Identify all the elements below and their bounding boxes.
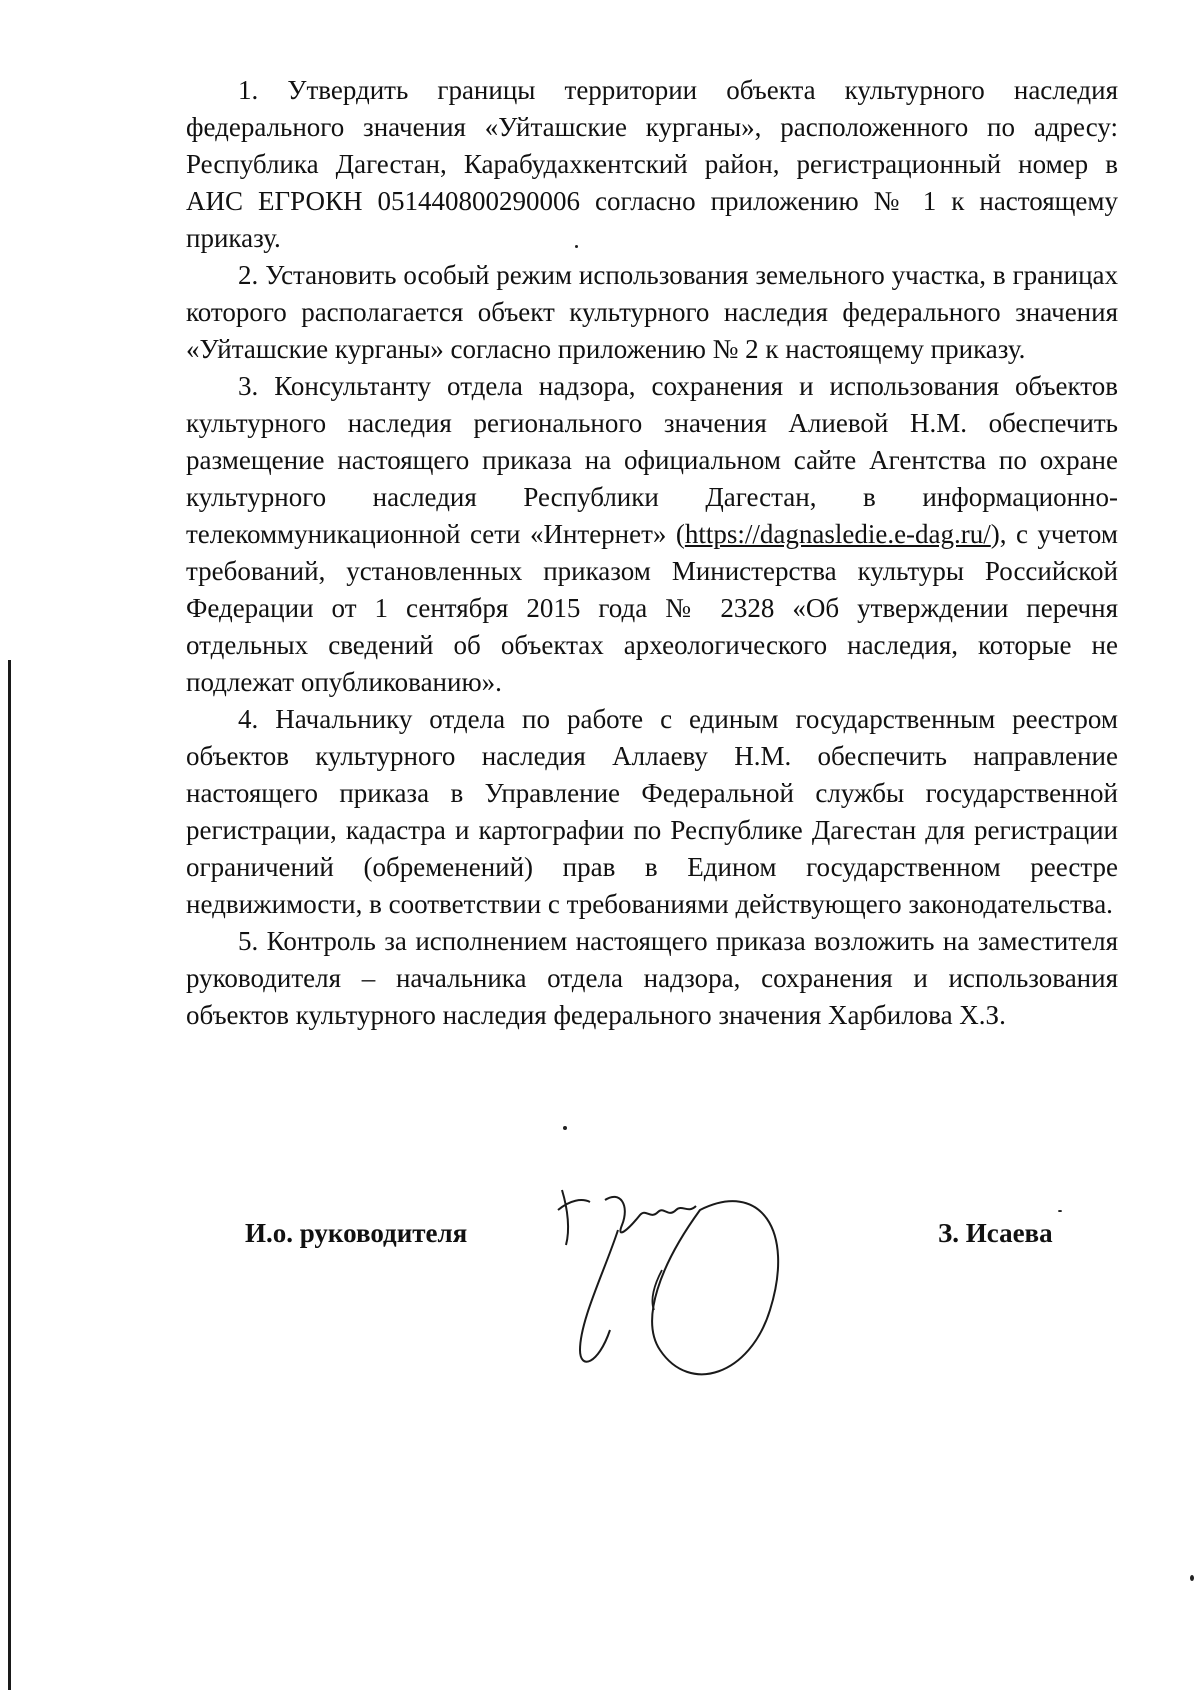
signature-block	[0, 1170, 1200, 1400]
paragraph-1: 1. Утвердить границы территории объекта культурного наследия федерального значения «Уйташские курганы», расположенного по адресу: Республика Дагестан, Карабудахкентский район, регистрационный номер в АИС ЕГРОКН 051440800290006 согласно приложению № 1 к настоящему приказу.	[186, 75, 1118, 253]
scan-speck	[1058, 1210, 1062, 1212]
scan-speck	[563, 1126, 567, 1130]
agency-website-link[interactable]: https://dagnasledie.e-dag.ru/	[684, 519, 991, 549]
document-body	[186, 72, 1118, 1034]
paragraph-5: 5. Контроль за исполнением настоящего приказа возложить на заместителя руководителя – начальника отдела надзора, сохранения и использования объектов культурного наследия федерального значения Харбилова Х.З.	[186, 926, 1118, 1030]
paragraph-3-text-after-link: ), с учетом требований, установленных приказом Министерства культуры Российской Федерации от 1 сентября 2015 года № 2328 «Об утверждении перечня отдельных сведений об объектах археологического наследия, которые не подлежат опубликованию».	[186, 519, 1118, 697]
paragraph-3	[186, 368, 1118, 701]
signatory-position: И.о. руководителя	[245, 1218, 468, 1248]
signatory-name: З. Исаева	[938, 1218, 1053, 1248]
paragraph-3-text-before-link: 3. Консультанту отдела надзора, сохранения и использования объектов культурного наследия регионального значения Алиевой Н.М. обеспечить размещение настоящего приказа на официальном сайте Агентства по охране культурного наследия Республики Дагестан, в информационно-телекоммуникационной сети «Интернет» (	[186, 371, 1118, 549]
scan-speck	[575, 245, 578, 248]
paragraph-2: 2. Установить особый режим использования земельного участка, в границах которого располагается объект культурного наследия федерального значения «Уйташские курганы» согласно приложению № 2 к настоящему приказу.	[186, 260, 1118, 364]
scan-speck	[1190, 1575, 1194, 1581]
paragraph-4: 4. Начальнику отдела по работе с единым государственным реестром объектов культурного наследия Аллаеву Н.М. обеспечить направление настоящего приказа в Управление Федеральной службы государственной регистрации, кадастра и картографии по Республике Дагестан для регистрации ограничений (обременений) прав в Едином государственном реестре недвижимости, в соответствии с требованиями действующего законодательства.	[186, 704, 1118, 919]
handwritten-signature-icon	[550, 1170, 810, 1400]
